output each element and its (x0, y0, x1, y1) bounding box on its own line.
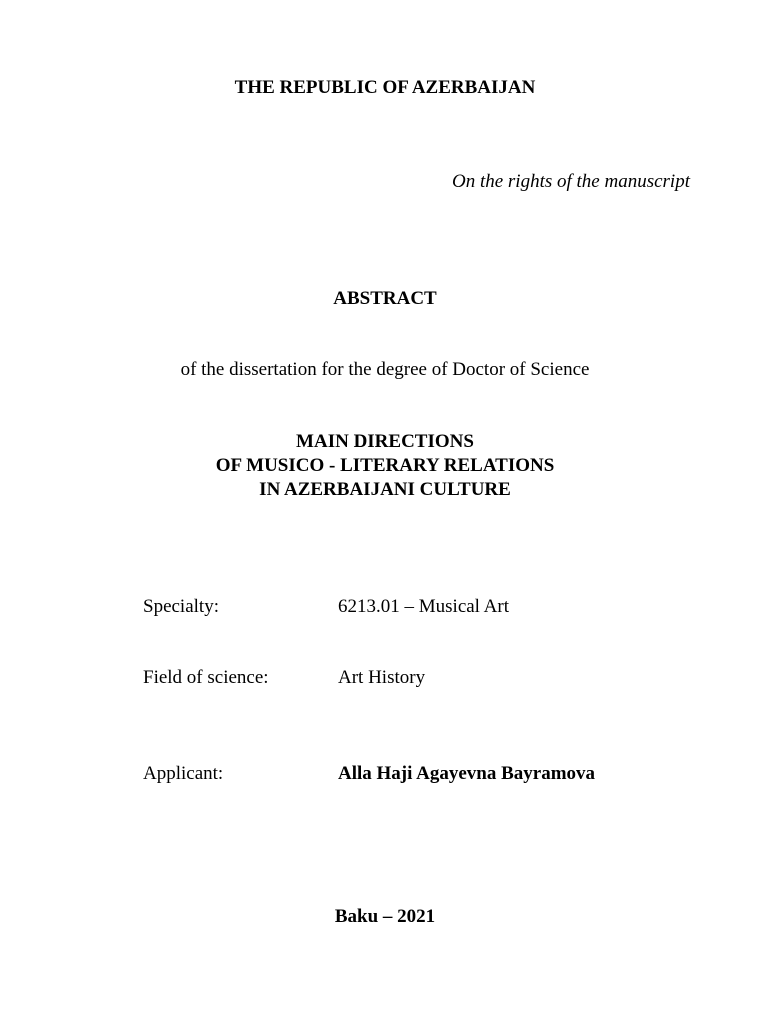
degree-line: of the dissertation for the degree of Doctor of Science (180, 359, 590, 380)
field-of-science-label: Field of science: (143, 667, 269, 688)
field-of-science-value: Art History (338, 667, 426, 688)
title-line-1: MAIN DIRECTIONS (296, 431, 474, 452)
title-line-3: IN AZERBAIJANI CULTURE (259, 479, 511, 500)
specialty-value: 6213.01 – Musical Art (338, 596, 509, 617)
applicant-name: Alla Haji Agayevna Bayramova (338, 763, 596, 784)
specialty-label: Specialty: (143, 596, 219, 617)
manuscript-rights-note: On the rights of the manuscript (451, 171, 690, 192)
title-line-2: OF MUSICO - LITERARY RELATIONS (215, 455, 555, 476)
dissertation-title (0, 430, 770, 502)
country-heading: THE REPUBLIC OF AZERBAIJAN (234, 77, 536, 98)
place-and-year: Baku – 2021 (334, 906, 436, 927)
document-type-heading: ABSTRACT (333, 288, 437, 309)
applicant-label: Applicant: (143, 763, 224, 784)
